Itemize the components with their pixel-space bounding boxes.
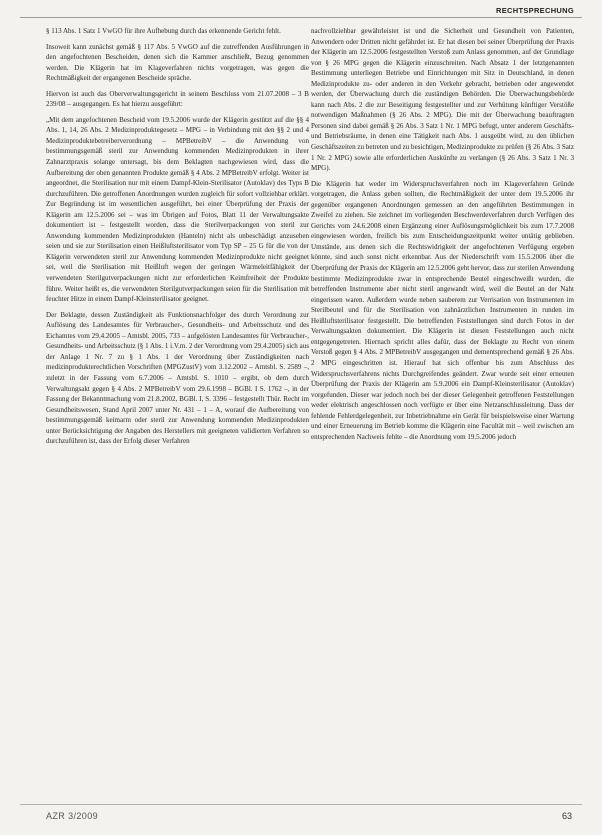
- footer-divider: [20, 804, 582, 805]
- left-paragraph: Der Beklagte, dessen Zuständigkeit als Funktionsnachfolger des durch Verordnung zur Auflösung des Landesamtes für Verbraucher-, Gesundheits- und Arbeitsschutz und des Eichamtes vom 29.4.2005 – Amtsbl. 2005, 733 – aufgelösten Landesamtes für Verbraucher-, Gesundheits- und Arbeitsschutz (§ 1 Abs. 1 i.V.m. 2 der Verordnung vom 29.4.2005) sich aus der Anlage 1 Nr. 7 zu § 1 Abs. 1 der Verordnung über Zuständigkeiten nach medizinprodukterechtlichen Vorschriften (MPGZustV) vom 3.12.2002 – Amtsbl. S. 2589 –, zuletzt in der Fassung vom 6.7.2006 – Amtsbl. S. 1010 – ergibt, ob dem durch Verwaltungsakt gegen § 4 Abs. 2 MPBetreibV vom 29.6.1998 – BGBl. I S. 1762 –, in der Fassung der Bekanntmachung vom 21.8.2002, BGBl. I, S. 3396 – festgestellt Thür. Recht im Gesundheitswesen, Stand April 2007 unter Nr. 431 – 1 – A, worauf die Aufbereitung von bestimmungsgemäß keimarm oder steril zur Anwendung kommenden Medizinprodukten unter Berücksichtigung der Angaben des Herstellers mit geeigneten validierten Verfahren so durchzuführen ist, dass der Erfolg dieser Verfahren: [46, 310, 309, 446]
- section-header: RECHTSPRECHUNG: [496, 6, 574, 15]
- page-number: 63: [561, 811, 572, 821]
- right-paragraph: nachvollziehbar gewährleistet ist und die Sicherheit und Gesundheit von Patienten, Anwendern oder Dritten nicht gefährdet ist. Er hat diesen bei seiner Überprüfung der Praxis der Klägerin am 12.5.2006 festgestellten Verstoß zum Anlass genommen, auf der Grundlage von § 26 MPG gegen die Klägerin einzuschreiten. Nach Absatz 1 der letztgenannten Bestimmung unterliegen Betriebe und Einrichtungen mit Sitz in Deutschland, in denen Medizinprodukte zu- oder anderen in den Verkehr gebracht, betrieben oder angewendet werden, der Überwachung durch die zuständigen Behörden. Die Überwachungsbehörde kann nach Abs. 2 die zur Beseitigung festgestellter und zur Verhütung künftiger Verstöße notwendigen Maßnahmen (§ 26 Abs. 2 MPG). Die mit der Überwachung beauftragten Personen sind dabei gemäß § 26 Abs. 3 Satz 1 Nr. 1 MPG befugt, unter anderem Geschäfts- und Betriebsräume, in denen eine Tätigkeit nach Abs. 1 ausgeübt wird, zu den üblichen Geschäftszeiten zu betreten und zu besichtigen, Medizinprodukte zu prüfen (§ 26 Abs. 3 Satz 1 Nr. 2 MPG) sowie alle erforderlichen Auskünfte zu verlangen (§ 26 Abs. 3 Satz 1 Nr. 3 MPG).: [311, 27, 574, 173]
- left-paragraph: Hiervon ist auch das Oberverwaltungsgericht in seinem Beschluss vom 21.07.2008 – 3 B 239/08 – ausgegangen. Es hat hierzu ausgeführt:: [46, 89, 309, 109]
- right-paragraph: Die Klägerin hat weder im Widerspruchsverfahren noch im Klageverfahren Gründe vorgetragen, die Anlass geben sollten, die Rechtmäßigkeit der unter dem 19.5.2006 ihr gegenüber ergangenen Anordnungen gemessen an den angeführten Bestimmungen in Zweifel zu ziehen. Sie zeichnet im vorliegenden Beschwerdeverfahren durch Verfügen des Gerichts vom 24.6.2008 einen Ergänzung einer Auflösungsmöglichkeit bis zum 17.7.2008 eingewiesen worden, freilich bis zum Entscheidungszeitpunkt weiter untätig geblieben. Umstände, aus denen sich die Rechtswidrigkeit der angefochtenen Verfügung ergeben könnte, sind auch sonst nicht erkennbar. Aus der Niederschrift vom 15.5.2006 über die Überprüfung der Praxis der Klägerin am 12.5.2006 geht hervor, dass zur sterilen Anwendung bestimmte Medizinprodukte zwar in entsprechende Beutel eingeschweißt wurden, die betreffenden Instrumente aber nicht steril angewandt wird, weil die Beutel an der Naht eingerissen waren. Außerdem wurde neben sauberem zur Verrisation von Instrumenten im Sterilbeutel und für die Sterilisation von zahnärztlichen Instrumenten in runden im Heißluftsterilisator festgestellt. Die betreffenden Feststellungen sind durch Fotos in der Verwaltungsakten dokumentiert. Die Klägerin ist diesen Feststellungen auch nicht entgegengetreten. Hiernach spricht alles dafür, dass der Beklagte zu Recht von einem Verstoß gegen § 4 Abs. 2 MPBetreibV ausgegangen und dementsprechend gemäß § 26 Abs. 2 MPG eingeschritten ist. Hierauf hat sich offenbar bis zum Abschluss des Widerspruchsverfahrens nichts Durchgreifendes geändert. Zwar wurde seit einer erneuten Überprüfung der Praxis der Klägerin am 5.9.2006 ein Dampf-Kleinsterilisator (Autoklav) vorgefunden. Dieser war jedoch noch bei der dieser Gelegenheit getroffenen Feststellungen weder elektrisch angeschlossen noch verfügte er über eine Netzanschlussleitung. Dass der fehlende Fehlerdgelegenheit, zur Inbetriebnahme ein Gerät für beispielsweise einer Wartung und einer Erneuerung im Betrieb komme die Klägerin eine Facultät mit – weil zwischen am entsprechenden Nachweis fehlte – die Anordnung vom 19.5.2006 jedoch: [311, 179, 574, 441]
- header-divider: [20, 17, 582, 18]
- left-paragraph: „Mit dem angefochtenen Bescheid vom 19.5.2006 wurde der Klägerin gestützt auf die §§ 4 Abs. 1, 14, 26 Abs. 2 Medizinproduktegesetz – MPG – in Verbindung mit den §§ 2 und 4 Medizinproduktebetreiberverordnung – MPBetreibV – die Anwendung von bestimmungsgemäß steril zur Anwendung kommenden Medizinprodukten in ihrer Zahnarztpraxis solange untersagt, bis dem Beklagten nachgewiesen wird, dass die Aufbereitung der oben genannten Produkte gemäß § 4 Abs. 2 MPBetreibV erfolgt. Weiter ist angeordnet, die Sterilisation nur mit einem Dampf-Klein-Sterilisator (Autoklav) des Typs B durchzuführen. Die getroffenen Anordnungen wurden zugleich für sofort vollziehbar erklärt. Zur Begründung ist im wesentlichen ausgeführt, bei einer Überprüfung der Praxis der Klägerin am 12.5.2006 sei – was im Übrigen auf Fotos, Blatt 11 der Verwaltungsakte dokumentiert ist – festgestellt worden, dass die Sterilverpackungen von steril zur Anwendung kommenden Medizinprodukten (Hanteln) nicht als unbeschädigt anzusehen seien und sie zur Sterilisation einen Heißluftsterilisator vom Typ SP – 25 G für die von der Klägerin verwendeten steril zur Anwendung kommenden Medizinprodukte nicht geeignet sei, weil die Sterilisation mit Heißluft wegen der geringen Wärmeleitfähigkeit der verwendeten Sterilgutverpackungen nicht zur erforderlichen Keimfreiheit der Produkte führe. Weiter heißt es, die verwendeten Sterilgutverpackungen seien für die Sterilisation mit feuchter Hitze in einem Dampf-Kleinsterilisator geeignet.: [46, 115, 309, 304]
- left-paragraph: § 113 Abs. 1 Satz 1 VwGO für ihre Aufhebung durch das erkennende Gericht fehlt.: [46, 27, 281, 35]
- left-paragraph: Insoweit kann zunächst gemäß § 117 Abs. 5 VwGO auf die zutreffenden Ausführungen in den angefochtenen Bescheiden, denen sich die Kammer anschließt, Bezug genommen werden. Die Klägerin hat im Klageverfahren nichts vorgetragen, was gegen die Rechtmäßigkeit der ergangenen Bescheide spräche.: [46, 42, 309, 83]
- journal-issue: AZR 3/2009: [46, 811, 99, 821]
- right-column: [311, 26, 574, 442]
- left-column: [46, 26, 309, 447]
